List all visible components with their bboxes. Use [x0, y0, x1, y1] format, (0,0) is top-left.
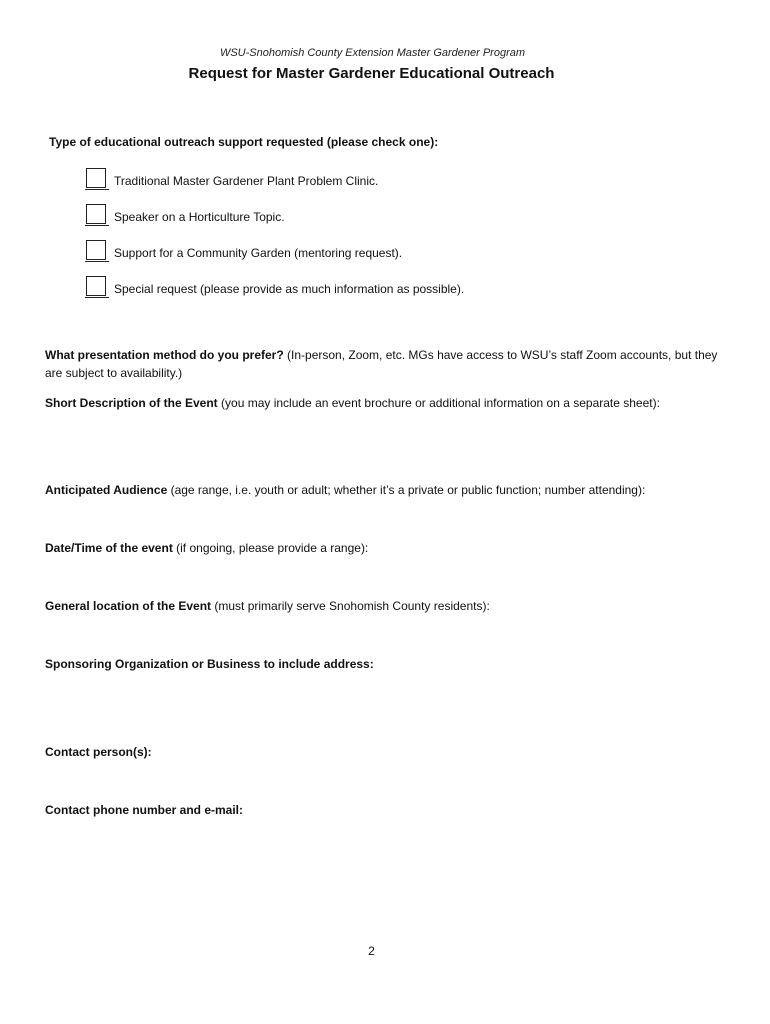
program-name: WSU-Snohomish County Extension Master Gardener Program [219, 47, 526, 59]
special-request-label: Special request (please provide as much information as possible). [114, 282, 465, 296]
presentation-method-note: (In-person, Zoom, etc. MGs have access to WSU’s staff Zoom accounts, but they are subject to availability.) [45, 348, 718, 380]
location-question [45, 597, 735, 615]
form-title: Request for Master Gardener Educational Outreach [188, 65, 555, 82]
option-plant-clinic[interactable] [86, 164, 378, 188]
community-garden-checkbox[interactable] [86, 240, 106, 260]
audience-label: Anticipated Audience [45, 483, 168, 497]
option-community-garden[interactable] [86, 236, 402, 260]
speaker-label: Speaker on a Horticulture Topic. [114, 210, 285, 224]
presentation-method-label: What presentation method do you prefer? [45, 348, 284, 362]
date-time-label: Date/Time of the event [45, 541, 173, 555]
audience-note: (age range, i.e. youth or adult; whether it’s a private or public function; number attending): [167, 483, 646, 497]
special-request-checkbox[interactable] [86, 276, 106, 296]
presentation-method-question [45, 346, 735, 382]
speaker-checkbox[interactable] [86, 204, 106, 224]
short-description-question [45, 394, 735, 412]
audience-question [45, 481, 735, 499]
contact-persons-question [45, 743, 735, 761]
contact-phone-email-question [45, 801, 735, 819]
support-type-heading: Type of educational outreach support requested (please check one): [49, 135, 439, 149]
contact-phone-email-label: Contact phone number and e-mail: [45, 803, 244, 817]
location-label: General location of the Event [45, 599, 212, 613]
plant-clinic-label: Traditional Master Gardener Plant Problem Clinic. [114, 174, 379, 188]
sponsoring-org-label: Sponsoring Organization or Business to include address: [45, 657, 374, 671]
short-description-label: Short Description of the Event [45, 396, 218, 410]
sponsoring-org-question [45, 655, 735, 673]
short-description-note: (you may include an event brochure or additional information on a separate sheet): [217, 396, 660, 410]
contact-persons-label: Contact person(s): [45, 745, 152, 759]
option-special-request[interactable] [86, 272, 464, 296]
option-speaker[interactable] [86, 200, 285, 224]
date-time-question [45, 539, 735, 557]
community-garden-label: Support for a Community Garden (mentoring request). [114, 246, 403, 260]
location-note: (must primarily serve Snohomish County residents): [211, 599, 490, 613]
plant-clinic-checkbox[interactable] [86, 168, 106, 188]
page-number: 2 [368, 944, 375, 958]
date-time-note: (if ongoing, please provide a range): [172, 541, 369, 555]
